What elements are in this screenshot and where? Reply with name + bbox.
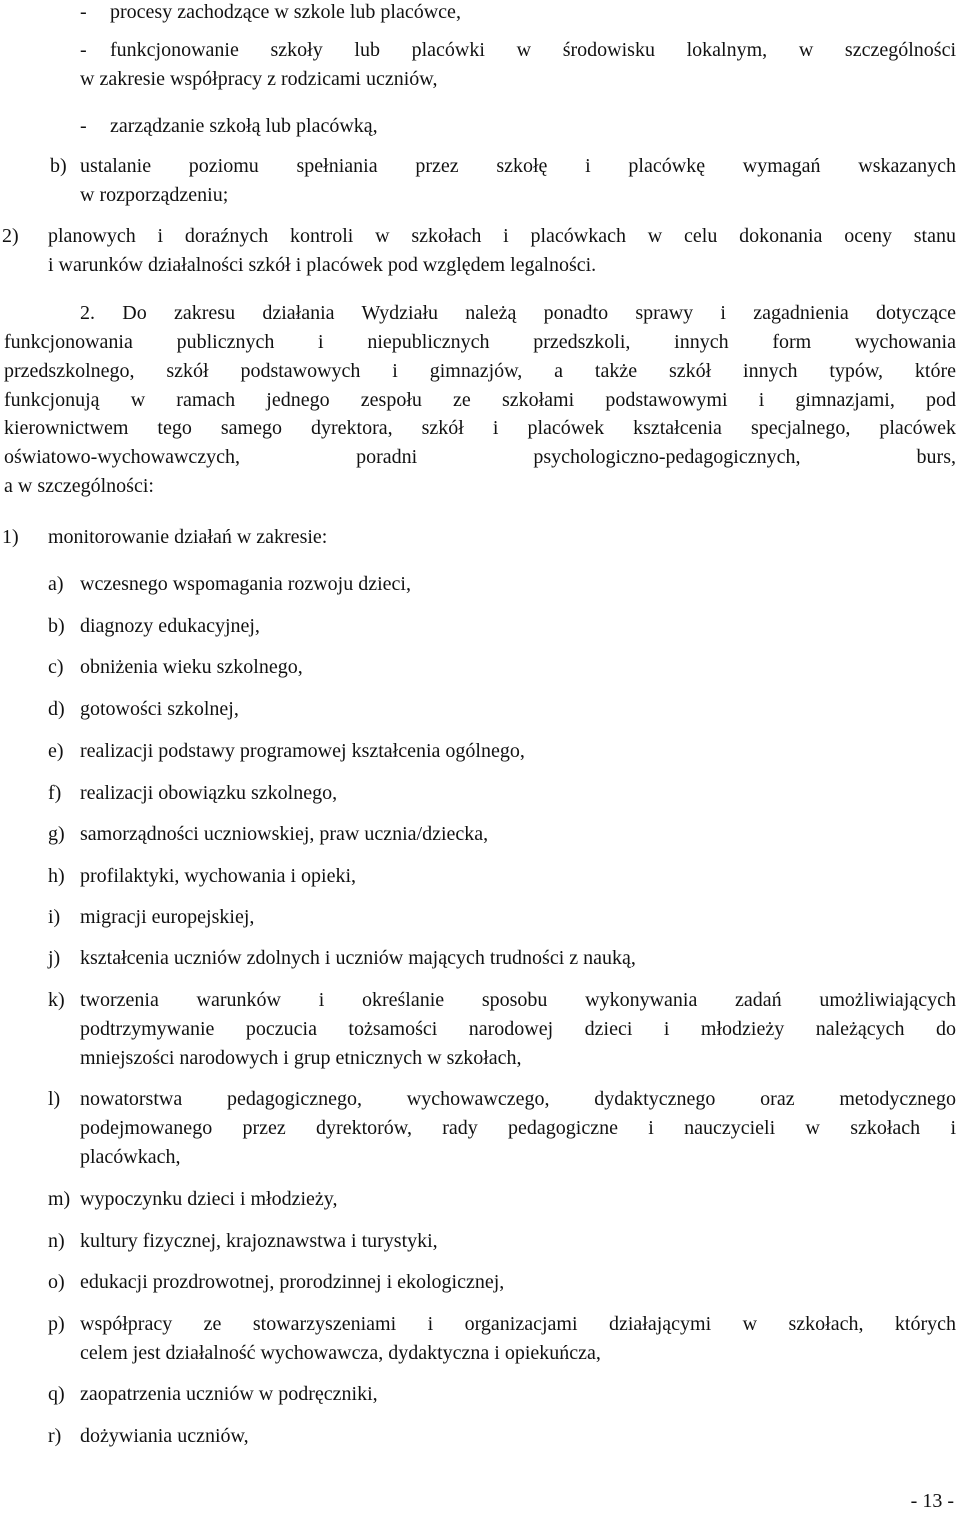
text-line (0, 110, 960, 142)
list-marker: k) (48, 989, 65, 1011)
text-line (0, 1013, 960, 1045)
line-text: celem jest działalność wychowawcza, dydaktyczna i opiekuńcza, (80, 1342, 601, 1364)
text-line (0, 34, 960, 66)
text-line (0, 1183, 960, 1215)
line-text: mniejszości narodowych i grup etnicznych w szkołach, (80, 1047, 522, 1069)
text-line (0, 1225, 960, 1257)
list-marker: q) (48, 1383, 65, 1405)
text-line (0, 984, 960, 1016)
text-line (0, 942, 960, 974)
list-marker: a) (48, 573, 64, 595)
line-text: planowych i doraźnych kontroli w szkołach i placówkach w celu dokonania oceny stanu (48, 225, 956, 247)
line-text: monitorowanie działań w zakresie: (48, 526, 328, 548)
line-text: funkcjonują w ramach jednego zespołu ze szkołami podstawowymi i gimnazjami, pod (4, 389, 956, 411)
line-text: w zakresie współpracy z rodzicami uczniów, (80, 68, 438, 90)
line-text: kultury fizycznej, krajoznawstwa i turystyki, (80, 1230, 438, 1252)
line-text: obniżenia wieku szkolnego, (80, 656, 303, 678)
text-line (0, 412, 960, 444)
line-text: tworzenia warunków i określanie sposobu wykonywania zadań umożliwiających (80, 989, 956, 1011)
list-marker: 1) (2, 526, 19, 548)
line-text: funkcjonowania publicznych i niepublicznych przedszkoli, innych form wychowania (4, 331, 956, 353)
text-line (0, 179, 960, 211)
text-line (0, 249, 960, 281)
text-line (0, 610, 960, 642)
list-marker: i) (48, 906, 61, 928)
line-text: współpracy ze stowarzyszeniami i organizacjami działającymi w szkołach, których (80, 1313, 956, 1335)
list-marker: g) (48, 823, 65, 845)
line-text: realizacji obowiązku szkolnego, (80, 782, 338, 804)
line-text: a w szczególności: (4, 475, 154, 497)
line-text: diagnozy edukacyjnej, (80, 615, 260, 637)
list-marker: p) (48, 1313, 65, 1335)
line-text: migracji europejskiej, (80, 906, 255, 928)
line-text: realizacji podstawy programowej kształcenia ogólnego, (80, 740, 525, 762)
list-marker: - (80, 39, 87, 61)
line-text: kształcenia uczniów zdolnych i uczniów mających trudności z nauką, (80, 947, 636, 969)
line-text: podtrzymywanie poczucia tożsamości narodowej dzieci i młodzieży należących do (80, 1018, 956, 1040)
text-line (0, 470, 960, 502)
text-line (0, 901, 960, 933)
line-text: edukacji prozdrowotnej, prorodzinnej i ekologicznej, (80, 1271, 505, 1293)
text-line (0, 1112, 960, 1144)
line-text: kierownictwem tego samego dyrektora, szkół i placówek kształcenia specjalnego, placówek (4, 417, 956, 439)
list-marker: m) (48, 1188, 71, 1210)
line-text: placówkach, (80, 1146, 181, 1168)
line-text: zaopatrzenia uczniów w podręczniki, (80, 1383, 378, 1405)
line-text: procesy zachodzące w szkole lub placówce, (110, 1, 461, 23)
list-marker: c) (48, 656, 64, 678)
text-line (0, 818, 960, 850)
line-text: samorządności uczniowskiej, praw ucznia/dziecka, (80, 823, 489, 845)
list-marker: f) (48, 782, 62, 804)
line-text: w rozporządzeniu; (80, 184, 229, 206)
text-line (0, 521, 960, 553)
text-line (0, 777, 960, 809)
text-line (0, 355, 960, 387)
text-line (0, 651, 960, 683)
line-text: przedszkolnego, szkół podstawowych i gimnazjów, a także szkół innych typów, które (4, 360, 956, 382)
page-number: - 13 - (910, 1490, 954, 1512)
list-marker: r) (48, 1425, 62, 1447)
list-marker: h) (48, 865, 65, 887)
text-line (0, 220, 960, 252)
line-text: oświatowo-wychowawczych, poradni psychologiczno-pedagogicznych, burs, (4, 446, 956, 468)
text-line (0, 1266, 960, 1298)
list-marker: l) (48, 1088, 61, 1110)
list-marker: n) (48, 1230, 65, 1252)
list-marker: b) (50, 155, 67, 177)
text-line (0, 568, 960, 600)
line-text: zarządzanie szkołą lub placówką, (110, 115, 378, 137)
text-line (0, 693, 960, 725)
text-line (0, 1042, 960, 1074)
line-text: wypoczynku dzieci i młodzieży, (80, 1188, 338, 1210)
text-line (0, 1420, 960, 1452)
text-line (0, 441, 960, 473)
list-marker: o) (48, 1271, 65, 1293)
text-line (0, 1337, 960, 1369)
line-text: gotowości szkolnej, (80, 698, 239, 720)
text-line (0, 735, 960, 767)
line-text: funkcjonowanie szkoły lub placówki w środowisku lokalnym, w szczególności (110, 39, 956, 61)
line-text: dożywiania uczniów, (80, 1425, 249, 1447)
list-marker: b) (48, 615, 65, 637)
text-line (0, 297, 960, 329)
list-marker: d) (48, 698, 65, 720)
text-line (0, 1083, 960, 1115)
list-marker: 2) (2, 225, 19, 247)
line-text: i warunków działalności szkół i placówek pod względem legalności. (48, 254, 597, 276)
text-line (0, 1141, 960, 1173)
text-line (0, 0, 960, 28)
list-marker: - (80, 1, 87, 23)
text-line (0, 1378, 960, 1410)
line-text: wczesnego wspomagania rozwoju dzieci, (80, 573, 411, 595)
text-line (0, 1308, 960, 1340)
list-marker: - (80, 115, 87, 137)
text-line (0, 326, 960, 358)
line-text: podejmowanego przez dyrektorów, rady pedagogiczne i nauczycieli w szkołach i (80, 1117, 956, 1139)
line-text: 2. Do zakresu działania Wydziału należą ponadto sprawy i zagadnienia dotyczące (80, 302, 956, 324)
list-marker: e) (48, 740, 64, 762)
line-text: ustalanie poziomu spełniania przez szkołę i placówkę wymagań wskazanych (80, 155, 956, 177)
line-text: nowatorstwa pedagogicznego, wychowawczego, dydaktycznego oraz metodycznego (80, 1088, 956, 1110)
text-line (0, 860, 960, 892)
text-line (0, 150, 960, 182)
text-line (0, 63, 960, 95)
line-text: profilaktyki, wychowania i opieki, (80, 865, 357, 887)
list-marker: j) (48, 947, 61, 969)
